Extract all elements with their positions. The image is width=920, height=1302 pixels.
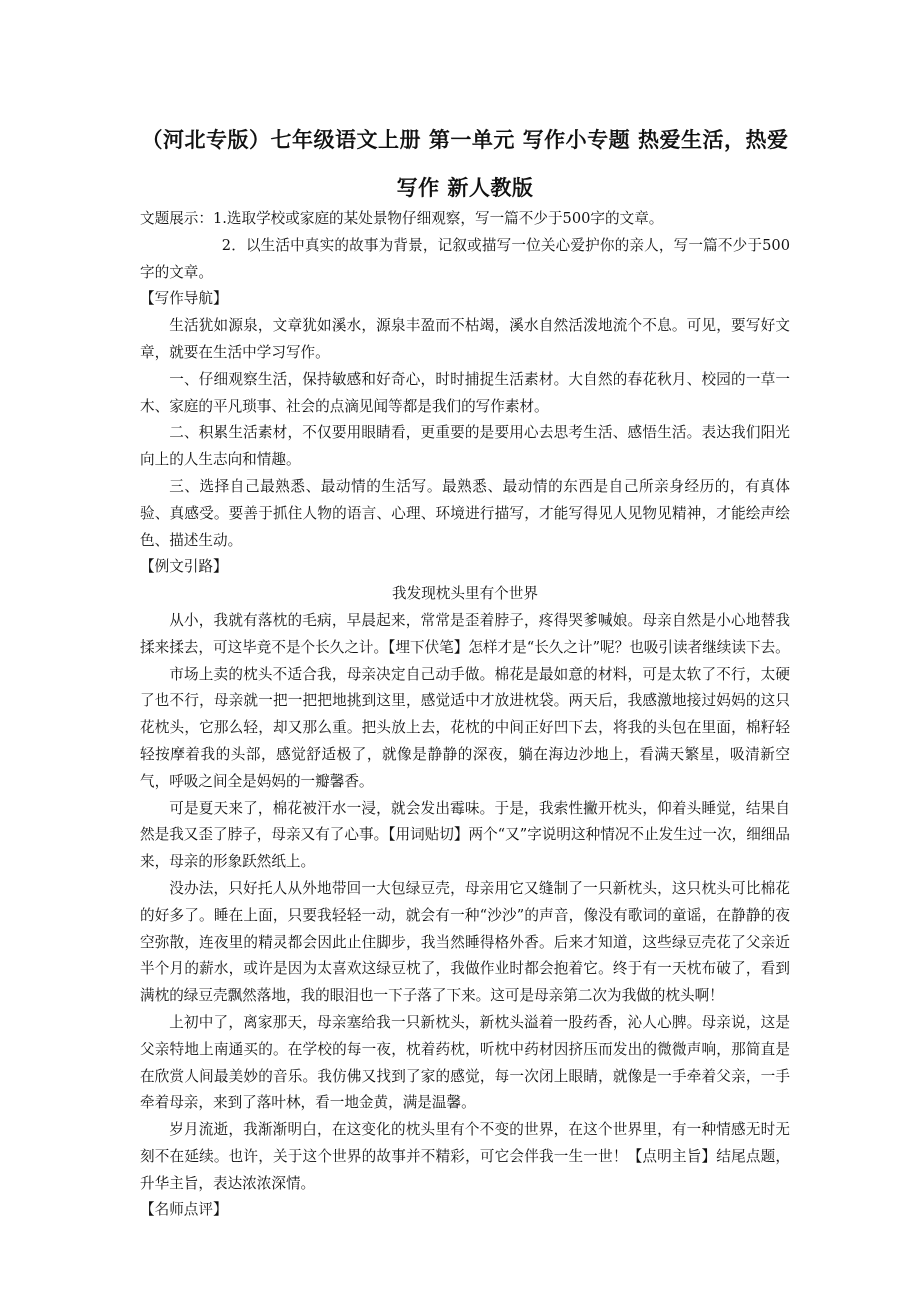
- guide-heading: 【写作导航】: [140, 290, 228, 308]
- prompt-task-1: 文题展示：1.选取学校或家庭的某处景物仔细观察，写一篇不少于500字的文章。: [140, 210, 664, 227]
- document-body: [140, 206, 790, 1224]
- essay-paragraph: 可是夏天来了，棉花被汗水一浸，就会发出霉味。于是，我索性撇开枕头，仰着头睡觉，结果自然是我又歪了脖子，母亲又有了心事。【用词贴切】两个“又”字说明这种情况不止发生过一次，细细品来，母亲的形象跃然纸上。: [140, 799, 790, 871]
- example-heading: 【例文引路】: [140, 558, 228, 576]
- guide-paragraph: 生活犹如源泉，文章犹如溪水，源泉丰盈而不枯竭，溪水自然活泼地流个不息。可见，要写好文章，就要在生活中学习写作。: [140, 317, 790, 361]
- review-heading: 【名师点评】: [140, 1201, 228, 1219]
- document-title: [140, 116, 790, 212]
- essay-paragraph: 没办法，只好托人从外地带回一大包绿豆壳，母亲用它又缝制了一只新枕头，这只枕头可比棉花的好多了。睡在上面，只要我轻轻一动，就会有一种“沙沙”的声音，像没有歌词的童谣，在静静的夜空弥散，连夜里的精灵都会因此止住脚步，我当然睡得格外香。后来才知道，这些绿豆壳花了父亲近半个月的薪水，或许是因为太喜欢这绿豆枕了，我做作业时都会抱着它。终于有一天枕布破了，看到满枕的绿豆壳飘然落地，我的眼泪也一下子落了下来。这可是母亲第二次为我做的枕头啊！: [140, 879, 790, 1005]
- guide-paragraph: 一、仔细观察生活，保持敏感和好奇心，时时捕捉生活素材。大自然的春花秋月、校园的一草一木、家庭的平凡琐事、社会的点滴见闻等都是我们的写作素材。: [140, 370, 790, 415]
- guide-paragraph: 三、选择自己最熟悉、最动情的生活写。最熟悉、最动情的东西是自己所亲身经历的，有真体验、真感受。要善于抓住人物的语言、心理、环境进行描写，才能写得见人见物见精神，才能绘声绘色、描述生动。: [140, 477, 790, 549]
- guide-paragraph: 二、积累生活素材，不仅要用眼睛看，更重要的是要用心去思考生活、感悟生活。表达我们阳光向上的人生志向和情趣。: [140, 424, 790, 469]
- essay-paragraph: 上初中了，离家那天，母亲塞给我一只新枕头，新枕头溢着一股药香，沁人心脾。母亲说，这是父亲特地上南通买的。在学校的每一夜，枕着药枕，听枕中药材因挤压而发出的微微声响，那简直是在欣赏人间最美妙的音乐。我仿佛又找到了家的感觉，每一次闭上眼睛，就像是一手牵着父亲，一手牵着母亲，来到了落叶林，看一地金黄，满是温馨。: [140, 1013, 790, 1112]
- prompt-task-2: 2．以生活中真实的故事为背景，记叙或描写一位关心爱护你的亲人，写一篇不少于500字的文章。: [140, 236, 790, 281]
- essay-paragraph: 岁月流逝，我渐渐明白，在这变化的枕头里有个不变的世界，在这个世界里，有一种情感无时无刻不在延续。也许，关于这个世界的故事并不精彩，可它会伴我一生一世！【点明主旨】结尾点题，升华主旨，表达浓浓深情。: [140, 1121, 790, 1192]
- essay-paragraph: 从小，我就有落枕的毛病，早晨起来，常常是歪着脖子，疼得哭爹喊娘。母亲自然是小心地替我揉来揉去，可这毕竟不是个长久之计。【埋下伏笔】怎样才是“长久之计”呢？也吸引读者继续读下去。: [140, 611, 790, 656]
- title-line-1: （河北专版）七年级语文上册 第一单元 写作小专题 热爱生活，热爱: [141, 128, 789, 152]
- essay-paragraph: 市场上卖的枕头不适合我，母亲决定自己动手做。棉花是最如意的材料，可是太软了不行，太硬了也不行，母亲就一把一把把地挑到这里，感觉适中才放进枕袋。两天后，我感激地接过妈妈的这只花枕头，它那么轻，却又那么重。把头放上去，花枕的中间正好凹下去，将我的头包在里面，棉籽轻轻按摩着我的头部，感觉舒适极了，就像是静静的深夜，躺在海边沙地上，看满天繁星，吸清新空气，呼吸之间全是妈妈的一瓣馨香。: [140, 665, 790, 790]
- title-line-2: 写作 新人教版: [396, 176, 534, 200]
- essay-title: 我发现枕头里有个世界: [392, 585, 538, 603]
